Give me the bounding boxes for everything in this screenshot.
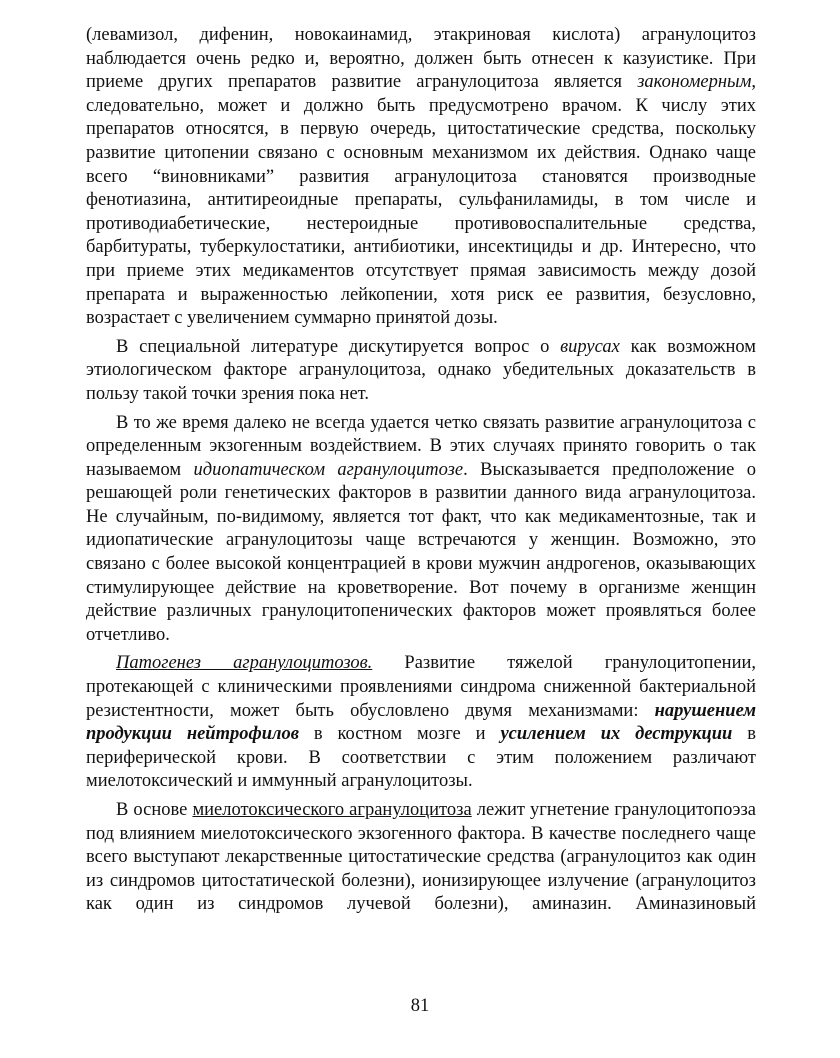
section-heading-pathogenesis: Патогенез агранулоцитозов. xyxy=(116,653,373,674)
paragraph-5-text-a: В основе xyxy=(116,800,193,820)
emphasis-regular: закономерным xyxy=(637,72,752,93)
paragraph-2-text-b: как возможном этиологическом факторе агранулоцитоза, однако убедительных доказательств в пользу такой точки зрения пока нет. xyxy=(86,336,756,404)
paragraph-5 xyxy=(86,799,756,917)
page-body xyxy=(86,24,756,922)
emphasis-idiopathic: идиопатическом агранулоцитозе xyxy=(193,459,464,480)
paragraph-3 xyxy=(86,412,756,648)
emphasis-destruction: усилением их деструкции xyxy=(500,724,733,745)
paragraph-1-text-a: (левамизол, дифенин, новокаинамид, этакриновая кислота) агранулоцитоз наблюдается очень редко и, вероятно, должен быть отнесен к казуистике. При приеме других препаратов развитие агранулоцитоза является xyxy=(86,25,756,93)
paragraph-1-text-b: , следовательно, может и должно быть предусмотрено врачом. К числу этих препаратов относятся, в первую очередь, цитостатические средства, поскольку развитие цитопении связано с основным механизмом их действия. Однако чаще всего “виновниками” развития агранулоцитоза становятся производные фенотиазина, антитиреоидные препараты, сульфаниламиды, в том числе и противодиабетические, нестероидные противовоспалительные средства, барбитураты, туберкулостатики, антибиотики, инсектициды и др. Интересно, что при приеме этих медикаментов отсутствует прямая зависимость между дозой препарата и выраженностью лейкопении, хотя риск ее развития, безусловно, возрастает с увеличением суммарно принятой дозы. xyxy=(86,72,756,329)
page-number: 81 xyxy=(410,996,430,1016)
emphasis-viruses: вирусах xyxy=(560,336,620,357)
paragraph-4 xyxy=(86,652,756,794)
paragraph-1 xyxy=(86,24,756,331)
paragraph-4-text-b: в костном мозге и xyxy=(299,724,501,745)
paragraph-5-text-b: лежит угнетение гранулоцитопоэза под влиянием миелотоксического экзогенного фактора. В качестве последнего чаще всего выступают лекарственные цитостатические средства (агранулоцитоз как один из синдромов цитостатической болезни), ионизирующее излучение (агранулоцитоз как один из синдромов лучевой болезни), аминазин. Аминазиновый xyxy=(86,800,757,915)
paragraph-3-text-a: В то же время далеко не всегда удается четко связать развитие агранулоцитоза с определенным экзогенным воздействием. В этих случаях принято говорить о так называемом xyxy=(86,412,756,480)
paragraph-3-text-b: . Высказывается предположение о решающей роли генетических факторов в развитии данного вида агранулоцитоза. Не случайным, по-видимому, является тот факт, что как медикаментозные, так и идиопатические агранулоцитозы чаще встречаются у женщин. Возможно, это связано с более высокой концентрацией в крови мужчин андрогенов, оказывающих стимулирующее действие на кроветворение. Вот почему в организме женщин действие различных гранулоцитопенических факторов может проявляться более отчетливо. xyxy=(86,459,756,645)
paragraph-2 xyxy=(86,336,756,407)
emphasis-production: нарушением продукции нейтрофилов xyxy=(86,700,756,745)
term-myelotoxic-agranulocytosis: миелотоксического агранулоцитоза xyxy=(192,800,472,820)
paragraph-4-text-c: в периферической крови. В соответствии с этим положением различают миелотоксический и иммунный агранулоцитозы. xyxy=(86,724,756,792)
paragraph-2-text-a: В специальной литературе дискутируется вопрос о xyxy=(116,336,561,357)
paragraph-4-text-a: Развитие тяжелой гранулоцитопении, протекающей с клиническими проявлениями синдрома сниженной бактериальной резистентности, может быть обусловлено двумя механизмами: xyxy=(86,653,756,721)
